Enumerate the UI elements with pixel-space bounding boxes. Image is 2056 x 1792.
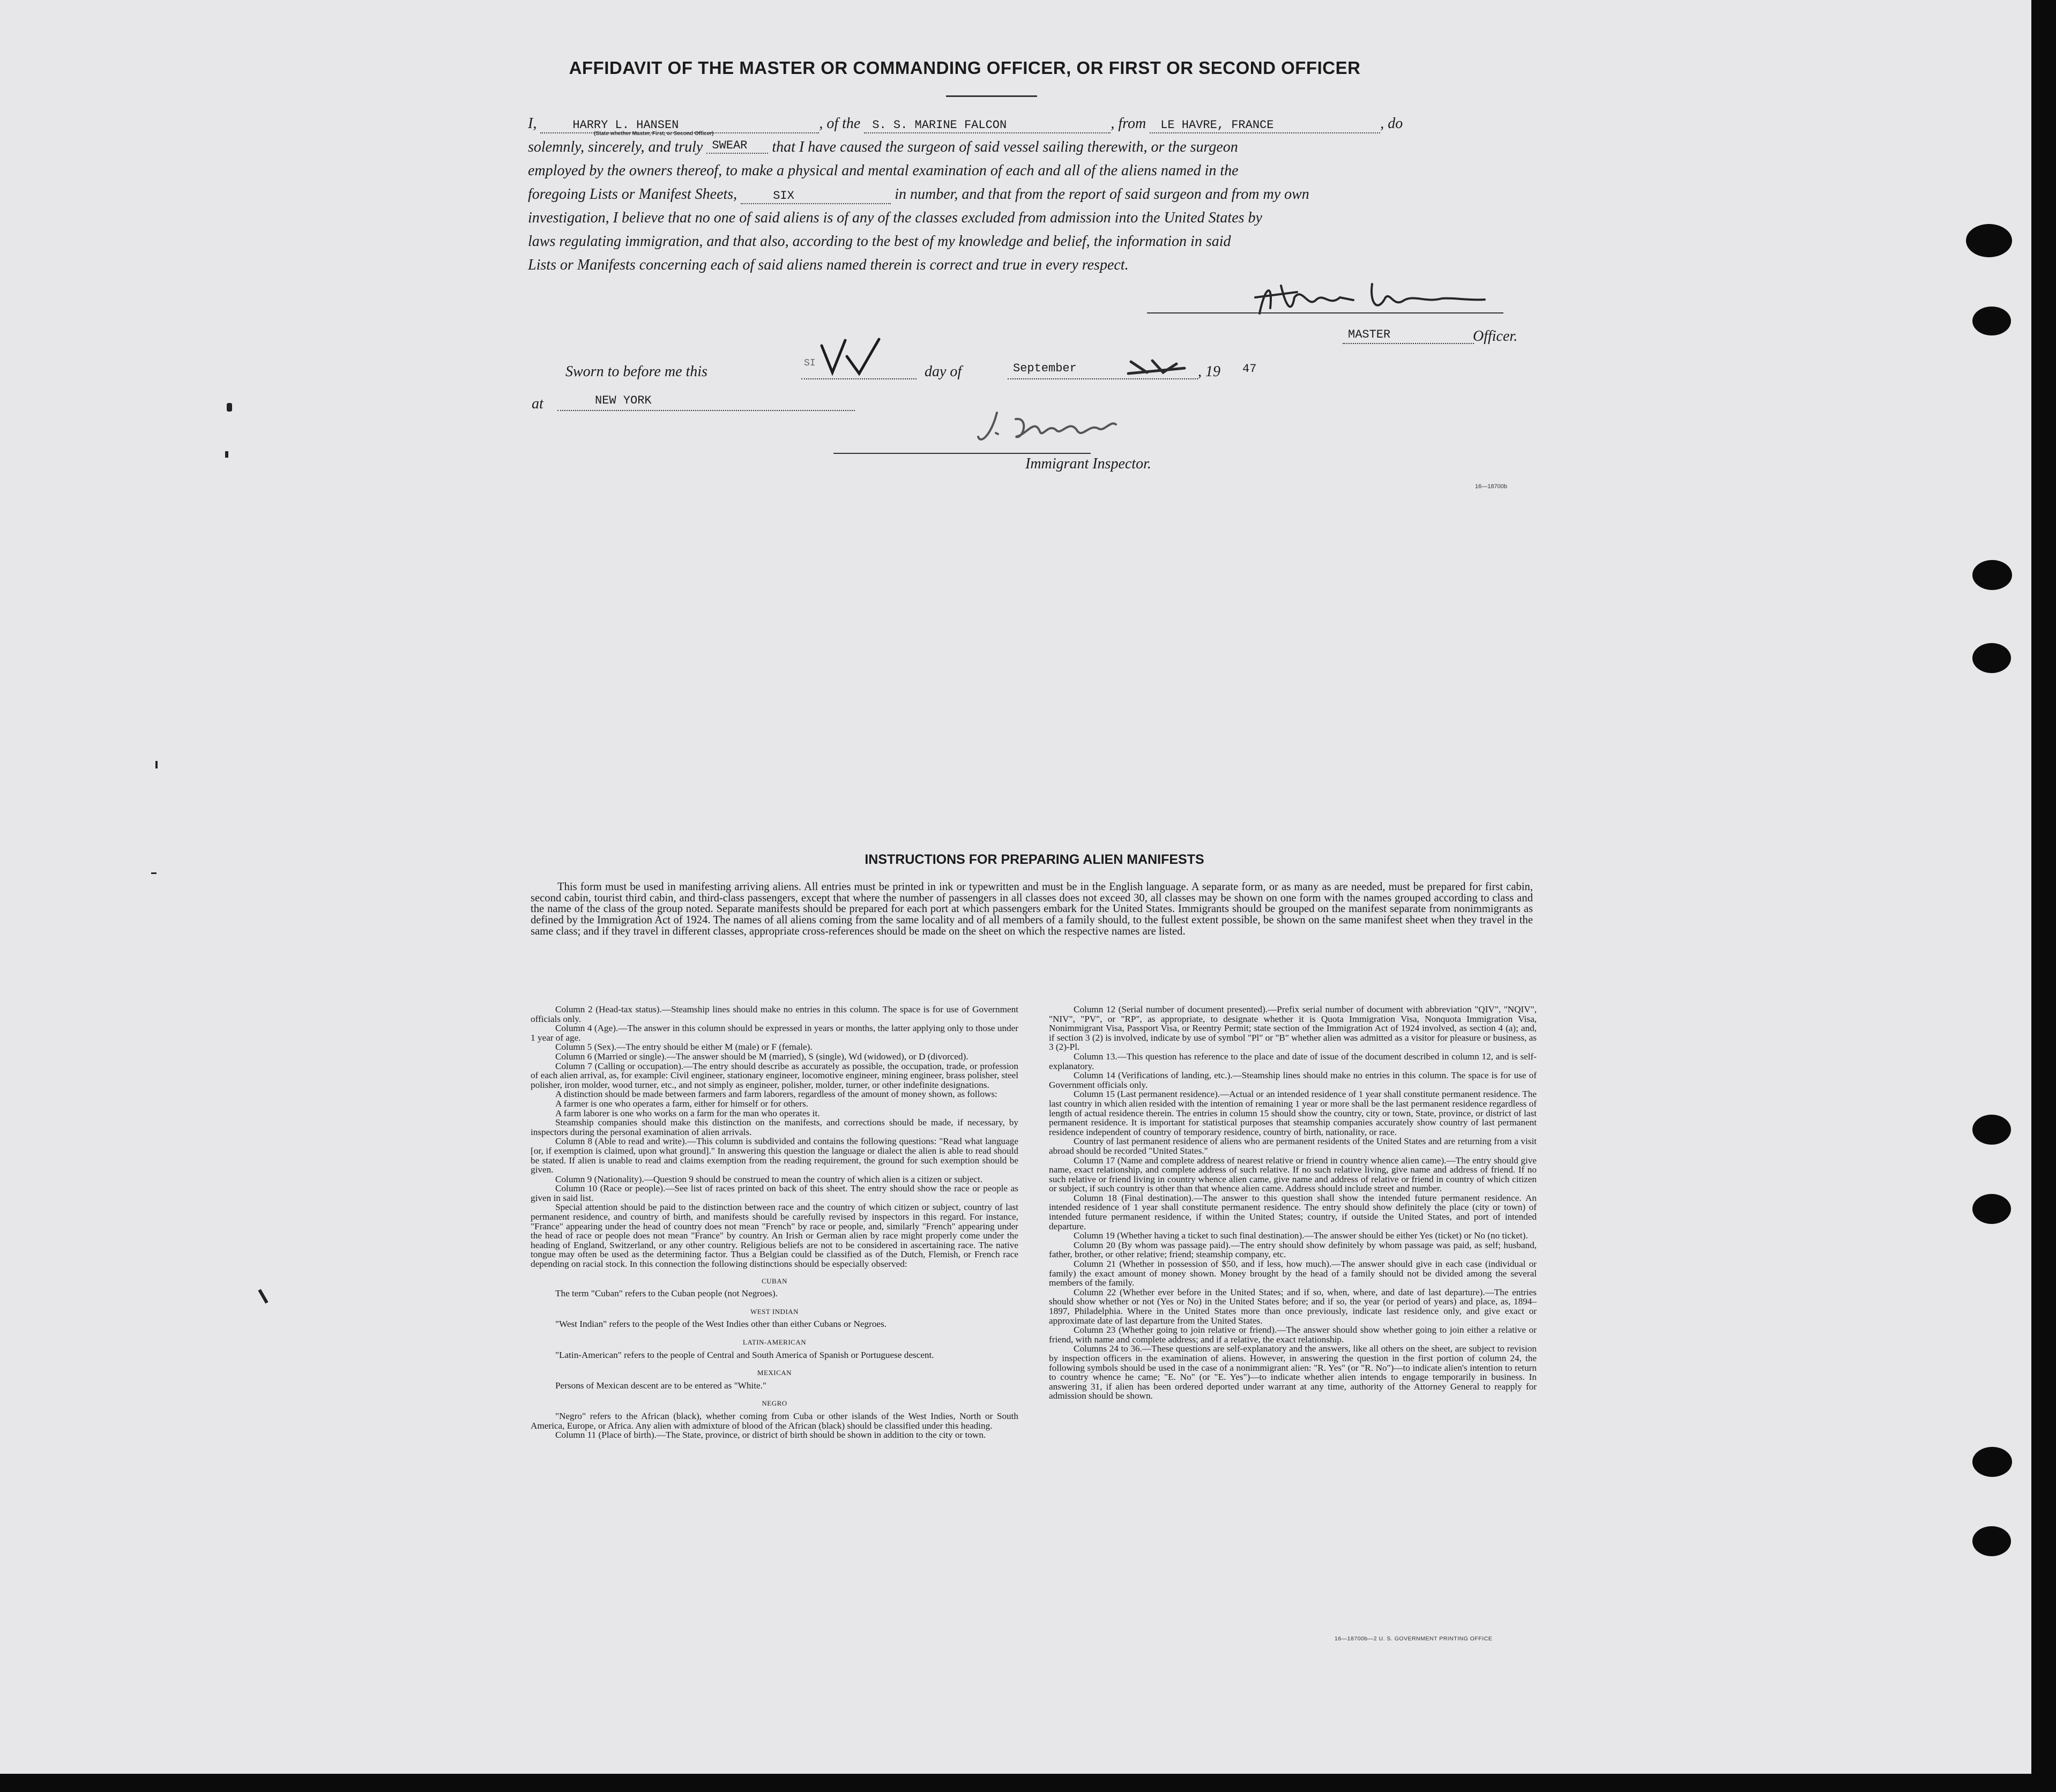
- affidavit-line-1: I, HARRY L. HANSEN , of the S. S. MARINE FALCON , from LE HAVRE, FRANCE , do: [528, 115, 1530, 133]
- departure-port-field: LE HAVRE, FRANCE: [1150, 118, 1380, 133]
- instruction-paragraph: Column 2 (Head-tax status).—Steamship lines should make no entries in this column. The space is for use of Government officials only.: [531, 1004, 1018, 1024]
- binder-hole: [1972, 1194, 2011, 1224]
- day-line: [801, 378, 917, 379]
- instruction-paragraph: "Latin-American" refers to the people of Central and South America of Spanish or Portuguese descent.: [555, 1349, 934, 1360]
- instruction-paragraph: Column 19 (Whether having a ticket to such final destination).—The answer should be either Yes (ticket) or No (no ticket).: [1074, 1230, 1528, 1241]
- heading-mexican: MEXICAN: [757, 1369, 792, 1377]
- instruction-paragraph: Column 14 (Verifications of landing, etc.).—Steamship lines should make no entries in this column. The space is for use of Government officials only.: [1049, 1070, 1537, 1090]
- instruction-paragraph: Column 10 (Race or people).—See list of races printed on back of this sheet. The entry should show the race or people as given in said list.: [531, 1183, 1018, 1203]
- instructions-intro: This form must be used in manifesting arriving aliens. All entries must be printed in ink or typewritten and must be in the English language. A separate form, or as many as are needed, must be prepared for first cabin, second cabin, tourist third cabin, and third-class passengers, except that where the number of passengers in all classes does not exceed 30, all classes may be shown on one form with the names grouped according to class and the name of the class of the group noted. Separate manifests should be prepared for each port at which passengers embark for the United States. Immigrants should be grouped on the manifest separate from nonimmigrants as defined by the Immigration Act of 1924. The names of all aliens coming from the same locality and of all members of a family should, to the fullest extent possible, be shown on the same manifest sheet when they travel in the same class; and if they travel in different classes, appropriate cross-references should be made on the sheet on which the respective names are listed.: [531, 881, 1533, 937]
- instruction-paragraph: A distinction should be made between farmers and farm laborers, regardless of the amount of money shown, as follows:: [555, 1089, 997, 1100]
- instruction-paragraph: Column 11 (Place of birth).—The State, province, or district of birth should be shown in addition to the city or town.: [555, 1430, 986, 1440]
- month-line: [1008, 378, 1198, 379]
- master-signature-line: [1147, 312, 1503, 313]
- sworn-label: Sworn to before me this: [565, 363, 707, 380]
- binder-hole: [1966, 224, 2012, 257]
- officer-label: Officer.: [1473, 328, 1518, 345]
- day-handwritten-mark: [817, 335, 884, 378]
- binder-hole: [1972, 307, 2011, 335]
- affidavit-line-6: laws regulating immigration, and that also, according to the best of my knowledge and belief, the information in said: [528, 233, 1231, 250]
- officer-name-field: HARRY L. HANSEN: [540, 118, 819, 133]
- heading-negro: NEGRO: [762, 1399, 787, 1408]
- instruction-paragraph: Column 17 (Name and complete address of nearest relative or friend in country whence alien came).—The entry should give name, exact relationship, and complete address of such relative. If no such relative living, give name and address of friend. If no such relative or friend living in country whence alien came, give name and address of relative or friend in country of which citizen or subject, if such country is other than that whence alien came. Address should include street and number.: [1049, 1155, 1537, 1194]
- affidavit-line-4: foregoing Lists or Manifest Sheets, SIX in number, and that from the report of said surgeon and from my own: [528, 185, 1530, 204]
- year-value: 47: [1242, 362, 1257, 376]
- instruction-paragraph: Column 9 (Nationality).—Question 9 should be construed to mean the country of which alien is a citizen or subject.: [555, 1174, 983, 1184]
- at-label: at: [532, 395, 543, 412]
- oath-field: SWEAR: [706, 139, 768, 154]
- scan-speck: [227, 403, 232, 412]
- instruction-paragraph: A farm laborer is one who works on a farm for the man who operates it.: [555, 1108, 820, 1118]
- officer-rank-note: (State whether Master, First, or Second Officer): [594, 131, 714, 137]
- instruction-paragraph: Column 21 (Whether in possession of $50, and if less, how much).—The answer should give in each case (individual or family) the exact amount of money shown. Money brought by the head of a family should not be divided among the several members of the family.: [1049, 1259, 1537, 1288]
- heading-cuban: CUBAN: [761, 1276, 787, 1285]
- instruction-paragraph: Column 15 (Last permanent residence).—Actual or an intended residence of 1 year shall constitute permanent residence. The last country in which alien resided with the intention of remaining 1 year or more shall be the last permanent residence regardless of length of actual residence therein. The entries in column 15 should show the country, city or town, State, province, or district of last permanent residence. It is important for statistical purposes that steamship companies accurately show country of last permanent residence independent of country of temporary residence, country of birth, nationality, or race.: [1049, 1089, 1537, 1137]
- scan-speck: [258, 1289, 268, 1303]
- instruction-paragraph: Country of last permanent residence of aliens who are permanent residents of the United States and are returning from a visit abroad should be recorded "United States.": [1049, 1136, 1537, 1156]
- scan-speck: [225, 451, 228, 458]
- day-of-label: day of: [925, 363, 962, 380]
- binder-hole: [1972, 1526, 2011, 1556]
- instruction-paragraph: Columns 24 to 36.—These questions are self-explanatory and the answers, like all others on the sheet, are subject to revision by inspection officers in the examination of aliens. However, in answering the question in the first portion of column 24, the following symbols should be used in the case of a nonimmigrant alien: "R. Yes" (or "R. No")—to indicate alien's intention to return to country whence he came; "E. No" (or "E. Yes")—to indicate whether alien intends to engage temporarily in business. In answering 31, if alien has been ordered deported under warrant at any time, authority of the Attorney General to reapply for admission should be shown.: [1049, 1343, 1537, 1401]
- place-line: [557, 410, 855, 411]
- affidavit-line-2: solemnly, sincerely, and truly SWEAR that I have caused the surgeon of said vessel sailing therewith, or the surgeon: [528, 139, 1238, 155]
- scan-speck: [151, 872, 157, 874]
- affidavit-title: AFFIDAVIT OF THE MASTER OR COMMANDING OFFICER, OR FIRST OR SECOND OFFICER: [569, 58, 1361, 78]
- inspector-label: Immigrant Inspector.: [1025, 456, 1151, 472]
- year-prefix: , 19: [1198, 363, 1220, 380]
- sheet-count-field: SIX: [741, 189, 891, 204]
- instruction-paragraph: Special attention should be paid to the distinction between race and the country of which citizen or subject, country of last permanent residence, and country of birth, and manifests should be carefully revised by inspectors in this regard. For instance, "France" appearing under the head of country does not mean "French" by race or people, and, similarly "French" appearing under the head of race or people does not mean "France" by country. An Irish or German alien by race might properly come under the heading of England, Switzerland, or any other country. Religious beliefs are not to be considered in ascertaining race. The native tongue may often be used as the determining factor. Thus a Belgian could be classified as of the Dutch, Flemish, or French race depending on racial stock. In this connection the following distinctions should be especially observed:: [531, 1202, 1018, 1270]
- instruction-paragraph: Column 13.—This question has reference to the place and date of issue of the document described in column 12, and is self-explanatory.: [1049, 1051, 1537, 1071]
- struck-text-mark: [1126, 356, 1190, 378]
- vessel-name-field: S. S. MARINE FALCON: [864, 118, 1111, 133]
- instruction-paragraph: Column 22 (Whether ever before in the United States; and if so, when, where, and date of last departure).—The entries should show whether or not (Yes or No) in the United States before; and if so, the year (or period of years) and place, as, 1894–1897, Philadelphia. Where in the United States more than once previously, indicate last residence only, and give exact or approximate date of last departure from the United States.: [1049, 1287, 1537, 1326]
- instructions-left-column: [531, 1005, 1018, 1440]
- title-divider: [946, 95, 1037, 97]
- printing-office-mark: 16—18700b—2 U. S. GOVERNMENT PRINTING OFFICE: [1335, 1636, 1493, 1642]
- binder-hole: [1972, 643, 2011, 673]
- binder-hole: [1972, 1447, 2012, 1477]
- inspector-signature-line: [833, 453, 1091, 454]
- month-value: September: [1013, 362, 1077, 375]
- binder-hole: [1972, 560, 2012, 590]
- instruction-paragraph: Steamship companies should make this distinction on the manifests, and corrections should be made, if necessary, by inspectors during the personal examination of alien arrivals.: [531, 1117, 1018, 1137]
- heading-latin-american: LATIN-AMERICAN: [742, 1338, 807, 1346]
- place-value: NEW YORK: [595, 394, 652, 407]
- instruction-paragraph: Column 5 (Sex).—The entry should be either M (male) or F (female).: [555, 1042, 813, 1052]
- instruction-paragraph: Column 23 (Whether going to join relative or friend).—The answer should show whether going to join either a relative or friend, with name and complete address; and if a relative, the exact relationship.: [1049, 1325, 1537, 1345]
- instruction-paragraph: Column 6 (Married or single).—The answer should be M (married), S (single), Wd (widowed), or D (divorced).: [555, 1051, 969, 1062]
- instruction-paragraph: Persons of Mexican descent are to be entered as "White.": [555, 1380, 766, 1391]
- instruction-paragraph: Column 4 (Age).—The answer in this column should be expressed in years or months, the latter applying only to those under 1 year of age.: [531, 1023, 1018, 1043]
- form-number: 16—18700b: [1475, 483, 1507, 490]
- scan-speck: [155, 761, 158, 768]
- instruction-paragraph: Column 12 (Serial number of document presented).—Prefix serial number of document with abbreviation "QIV", "NQIV", "NIV", "PV", or "RP", as appropriate, to designate whether it is Quota Immigration Visa, Nonquota Immigration Visa, Nonimmigrant Visa, Passport Visa, or Reentry Permit; state section of the Immigration Act of 1924 involved, as section 4 (a); and, if section 3 (2) is involved, indicate by use of symbol "Pl" or "B" whether alien was admitted as a visitor for pleasure or business, as 3 (2)-Pl.: [1049, 1004, 1537, 1052]
- instruction-paragraph: Column 8 (Able to read and write).—This column is subdivided and contains the following questions: "Read what language [or, if exemption is claimed, upon what ground]." In answering this question the language or dialect the alien is able to read should be stated. If alien is unable to read and claims exemption from the reading requirement, the ground for such exemption should be given.: [531, 1136, 1018, 1175]
- affidavit-line-7: Lists or Manifests concerning each of said aliens named therein is correct and true in every respect.: [528, 257, 1129, 273]
- instruction-paragraph: The term "Cuban" refers to the Cuban people (not Negroes).: [555, 1288, 778, 1299]
- heading-west-indian: WEST INDIAN: [750, 1307, 799, 1316]
- instructions-right-column: [1049, 1005, 1537, 1401]
- instruction-paragraph: "Negro" refers to the African (black), whether coming from Cuba or other islands of the West Indies, North or South America, Europe, or Africa. Any alien with admixture of blood of the African (black) should be classified under this heading.: [531, 1410, 1018, 1431]
- officer-title-line: [1343, 343, 1474, 344]
- affidavit-line-5: investigation, I believe that no one of said aliens is of any of the classes excluded from admission into the United States by: [528, 210, 1262, 226]
- instruction-paragraph: "West Indian" refers to the people of the West Indies other than either Cubans or Negroes.: [555, 1319, 887, 1330]
- instruction-paragraph: A farmer is one who operates a farm, either for himself or for others.: [555, 1098, 809, 1109]
- binder-hole: [1972, 1115, 2011, 1145]
- instructions-title: INSTRUCTIONS FOR PREPARING ALIEN MANIFESTS: [865, 852, 1204, 867]
- instruction-paragraph: Column 7 (Calling or occupation).—The entry should describe as accurately as possible, the occupation, trade, or profession of each alien arrival, as, for example: Civil engineer, stationary engineer, locomotive engineer, mining engineer, brass polisher, steel polisher, iron molder, wood turner, etc., and not simply as engineer, polisher, molder, turner, or other indefinite designations.: [531, 1061, 1018, 1090]
- officer-title-value: MASTER: [1348, 328, 1391, 341]
- instruction-paragraph: Column 18 (Final destination).—The answer to this question shall show the intended future permanent residence. An intended residence of 1 year shall constitute permanent residence. The entry should show definitely the place (city or town) of intended future permanent residence, if within the United States; country, if outside the United States, and port of intended departure.: [1049, 1192, 1537, 1231]
- instruction-paragraph: Column 20 (By whom was passage paid).—The entry should show definitely by whom passage was paid, as self; husband, father, brother, or other relative; friend; steamship company, etc.: [1049, 1240, 1537, 1260]
- day-prefix: SI: [804, 358, 816, 369]
- inspector-signature: [975, 407, 1126, 450]
- affidavit-line-3: employed by the owners thereof, to make a physical and mental examination of each and all of the aliens named in the: [528, 162, 1239, 179]
